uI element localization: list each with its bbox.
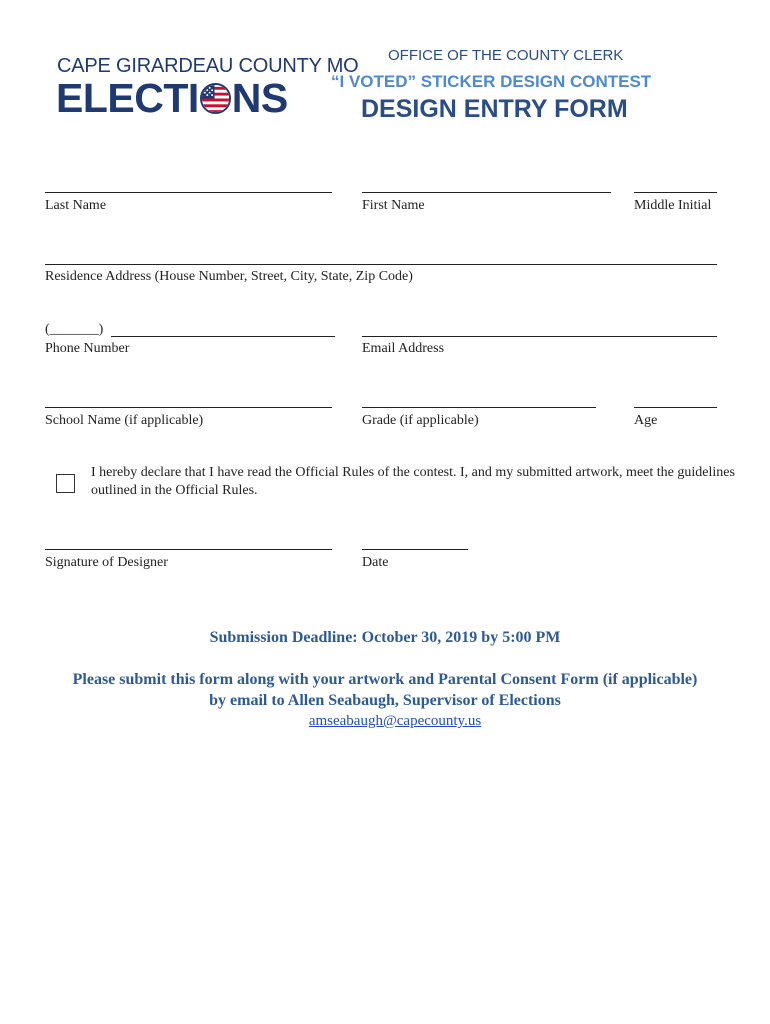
declaration-checkbox[interactable]	[56, 474, 75, 493]
signature-label: Signature of Designer	[45, 555, 168, 570]
phone-number-label: Phone Number	[45, 341, 130, 356]
contact-email-link[interactable]: amseabaugh@capecounty.us	[308, 713, 482, 729]
residence-address-label: Residence Address (House Number, Street, City, State, Zip Code)	[45, 269, 413, 284]
office-title: OFFICE OF THE COUNTY CLERK	[388, 47, 624, 64]
email-address-field[interactable]	[362, 336, 717, 337]
date-field[interactable]	[362, 549, 468, 550]
submission-deadline: Submission Deadline: October 30, 2019 by 5:00 PM	[209, 629, 561, 646]
us-flag-circle-icon	[200, 83, 231, 114]
form-title: DESIGN ENTRY FORM	[361, 95, 628, 123]
residence-address-field[interactable]	[45, 264, 717, 265]
logo-elections-post: NS	[231, 75, 288, 121]
email-address-label: Email Address	[362, 341, 445, 356]
age-label: Age	[634, 413, 658, 428]
age-field[interactable]	[634, 407, 717, 408]
grade-field[interactable]	[362, 407, 596, 408]
grade-label: Grade (if applicable)	[362, 413, 479, 428]
school-name-label: School Name (if applicable)	[45, 413, 204, 428]
contest-title: “I VOTED” STICKER DESIGN CONTEST	[331, 72, 652, 91]
middle-initial-label: Middle Initial	[634, 198, 712, 213]
submission-instructions-line2: by email to Allen Seabaugh, Supervisor of Elections	[209, 692, 561, 709]
logo-elections	[56, 76, 288, 120]
logo-elections-pre: ELECTI	[56, 75, 199, 121]
middle-initial-field[interactable]	[634, 192, 717, 193]
logo-county-text: CAPE GIRARDEAU COUNTY MO	[57, 55, 359, 77]
first-name-field[interactable]	[362, 192, 611, 193]
first-name-label: First Name	[362, 198, 425, 213]
school-name-field[interactable]	[45, 407, 332, 408]
declaration-text: I hereby declare that I have read the Official Rules of the contest. I, and my submitted artwork, meet the guidelines outlined in the Official Rules.	[91, 465, 735, 498]
phone-area-code: (_______)	[45, 322, 104, 337]
submission-instructions-line1: Please submit this form along with your artwork and Parental Consent Form (if applicable)	[72, 671, 698, 688]
date-label: Date	[362, 555, 389, 570]
last-name-label: Last Name	[45, 198, 107, 213]
last-name-field[interactable]	[45, 192, 332, 193]
phone-number-field[interactable]	[111, 336, 335, 337]
signature-field[interactable]	[45, 549, 332, 550]
